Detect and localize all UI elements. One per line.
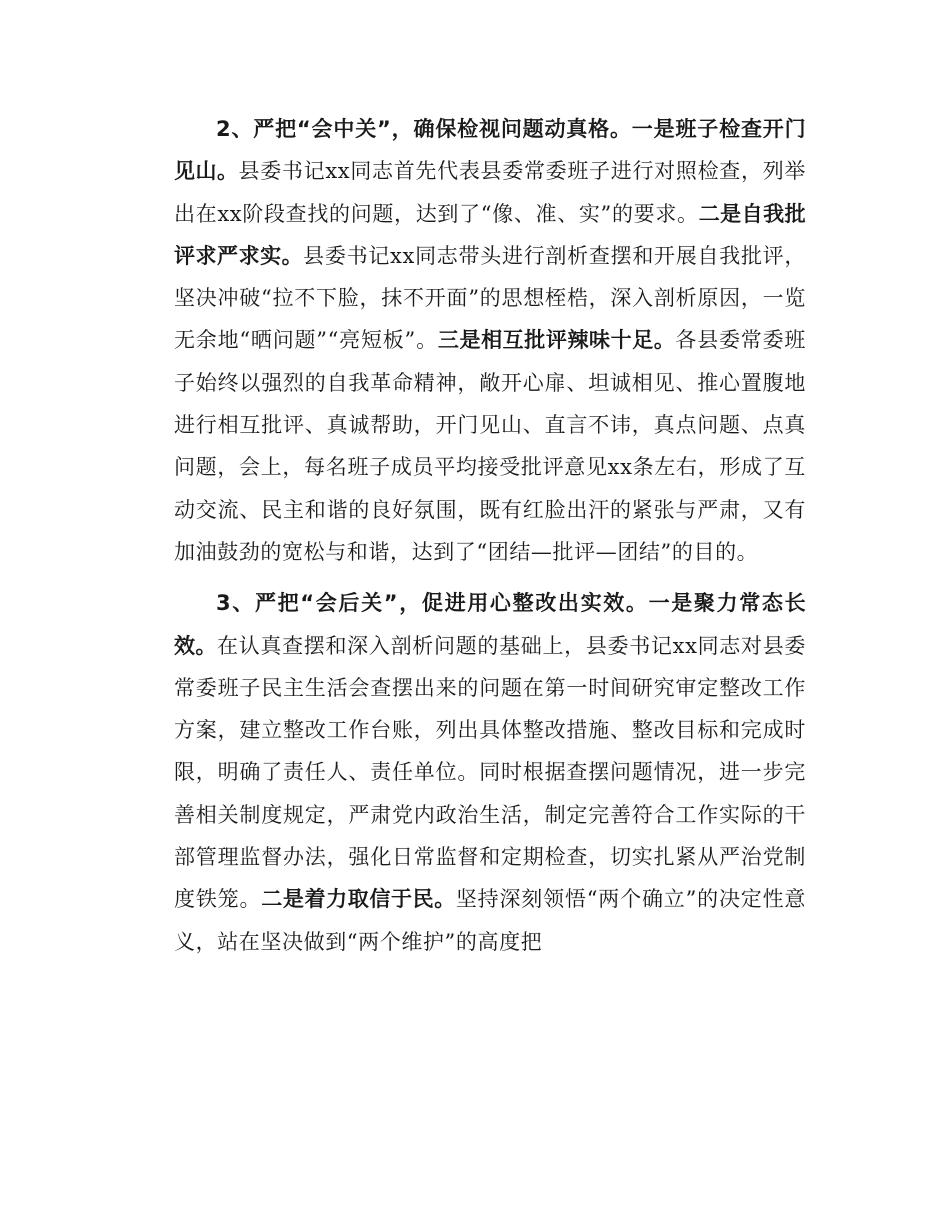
point-heading-3: 三是相互批评辣味十足。 xyxy=(437,328,676,353)
paragraph-2 xyxy=(174,108,806,573)
section-heading-2: 2、严把“会中关”，确保检视问题动真格。 xyxy=(216,117,632,141)
body-text: 各县委常委班子始终以强烈的自我革命精神，敞开心扉、坦诚相见、推心置腹地进行相互批评、真诚帮助，开门见山、直言不讳，真点问题、点真问题，会上，每名班子成员平均接受批评意见xx条左右，形成了互动交流、民主和谐的良好氛围，既有红脸出汗的紧张与严肃，又有加油鼓劲的宽松与和谐，达到了“团结—批评—团结”的目的。 xyxy=(174,328,806,564)
point-heading-2: 二是着力取信于民。 xyxy=(261,887,456,912)
paragraph-3 xyxy=(174,582,806,963)
point-heading-1: 一是聚力常态长效。 xyxy=(174,591,806,658)
document-page xyxy=(174,108,806,963)
point-heading-2: 二是自我批评求严求实。 xyxy=(174,201,806,268)
section-heading-3: 3、严把“会后关”，促进用心整改出实效。 xyxy=(216,591,649,616)
point-heading-1: 一是班子检查开门见山。 xyxy=(174,117,806,184)
body-text: 在认真查摆和深入剖析问题的基础上，县委书记xx同志对县委常委班子民主生活会查摆出来的问题在第一时间研究审定整改工作方案，建立整改工作台账，列出具体整改措施、整改目标和完成时限，明确了责任人、责任单位。同时根据查摆问题情况，进一步完善相关制度规定，严肃党内政治生活，制定完善符合工作实际的干部管理监督办法，强化日常监督和定期检查，切实扎紧从严治党制度铁笼。 xyxy=(174,633,806,912)
body-text: 坚持深刻领悟“两个确立”的决定性意义，站在坚决做到“两个维护”的高度把 xyxy=(174,887,806,954)
body-text: 县委书记xx同志带头进行剖析查摆和开展自我批评，坚决冲破“拉不下脸，抹不开面”的思想桎梏，深入剖析原因，一览无余地“晒问题”“亮短板”。 xyxy=(174,243,806,353)
body-text: 县委书记xx同志首先代表县委常委班子进行对照检查，列举出在xx阶段查找的问题，达到了“像、准、实”的要求。 xyxy=(174,159,806,226)
